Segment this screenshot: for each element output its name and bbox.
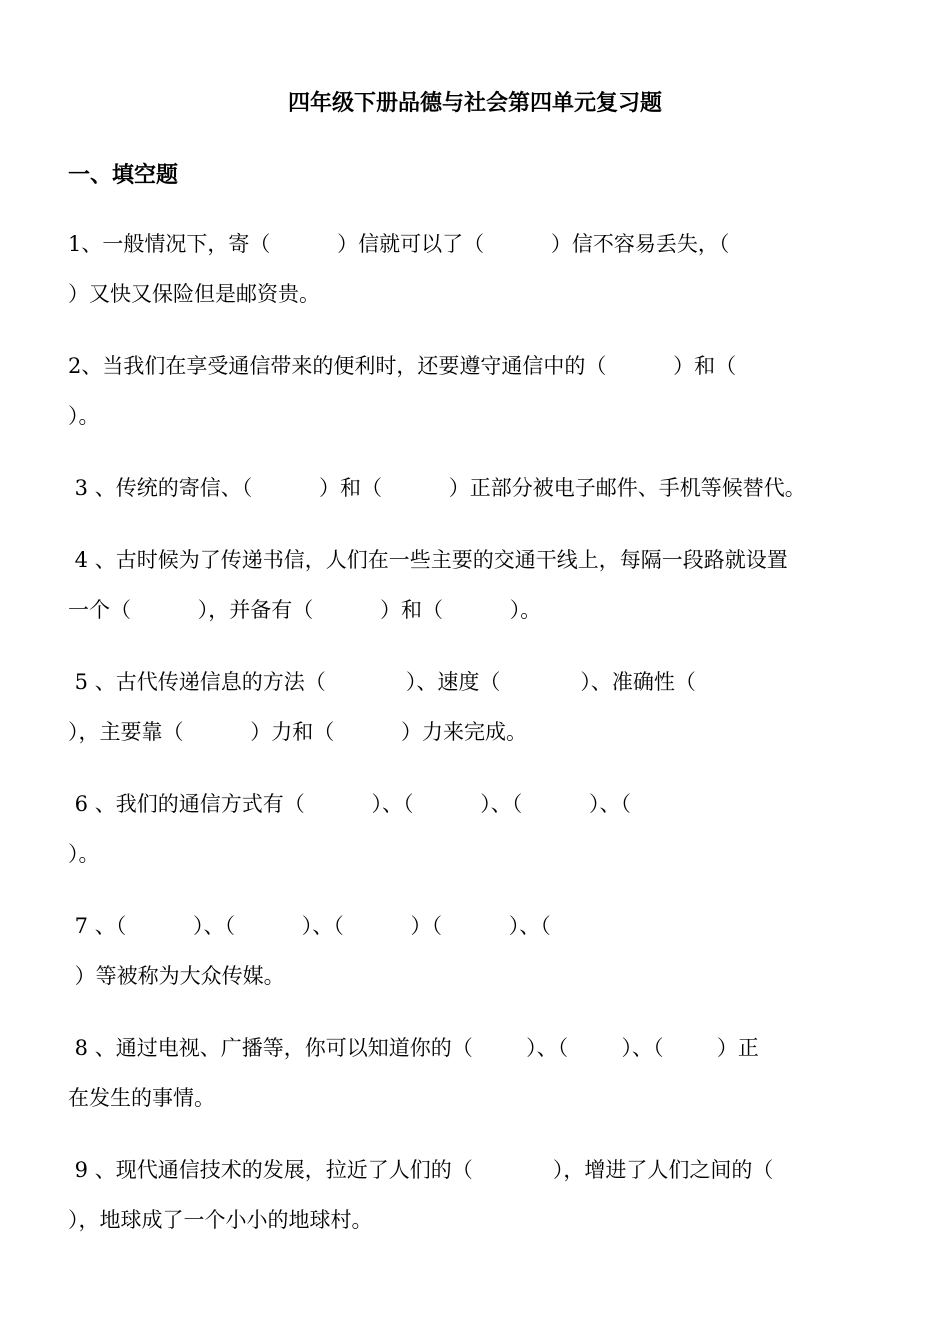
question-2-line-2: ）。 <box>68 404 100 428</box>
question-4-line-1: 4 、古时候为了传递书信，人们在一些主要的交通干线上，每隔一段路就设置 <box>68 548 788 572</box>
question-1-line-1: 1、一般情况下，寄（ ）信就可以了（ ）信不容易丢失，（ <box>68 232 730 256</box>
question-6-line-1: 6 、我们的通信方式有（ ）、（ ）、（ ）、（ <box>68 792 631 816</box>
question-3-line-1: 3 、传统的寄信、（ ）和（ ）正部分被电子邮件、手机等候替代。 <box>68 476 806 500</box>
question-7-line-2: ）等被称为大众传媒。 <box>68 964 285 988</box>
page-title: 四年级下册品德与社会第四单元复习题 <box>287 91 662 116</box>
question-9-line-1: 9 、现代通信技术的发展，拉近了人们的（ ），增进了人们之间的（ <box>68 1158 774 1182</box>
question-7-line-1: 7 、（ ）、（ ）、（ ）（ ）、（ <box>68 914 551 938</box>
question-9-line-2: ），地球成了一个小小的地球村。 <box>68 1208 373 1232</box>
question-4-line-2: 一个（ ），并备有（ ）和（ ）。 <box>68 598 542 622</box>
question-6-line-2: ）。 <box>68 842 100 866</box>
question-5-line-2: ），主要靠（ ）力和（ ）力来完成。 <box>68 720 528 744</box>
question-2-line-1: 2、当我们在享受通信带来的便利时，还要遵守通信中的（ ）和（ <box>68 354 737 378</box>
question-8-line-1: 8 、通过电视、广播等，你可以知道你的（ ）、（ ）、（ ）正 <box>68 1036 759 1060</box>
question-1-line-2: ）又快又保险但是邮资贵。 <box>68 282 320 306</box>
question-5-line-1: 5 、古代传递信息的方法（ ）、速度（ ）、准确性（ <box>68 670 696 694</box>
section-heading: 一、填空题 <box>68 163 179 188</box>
question-8-line-2: 在发生的事情。 <box>68 1086 215 1110</box>
